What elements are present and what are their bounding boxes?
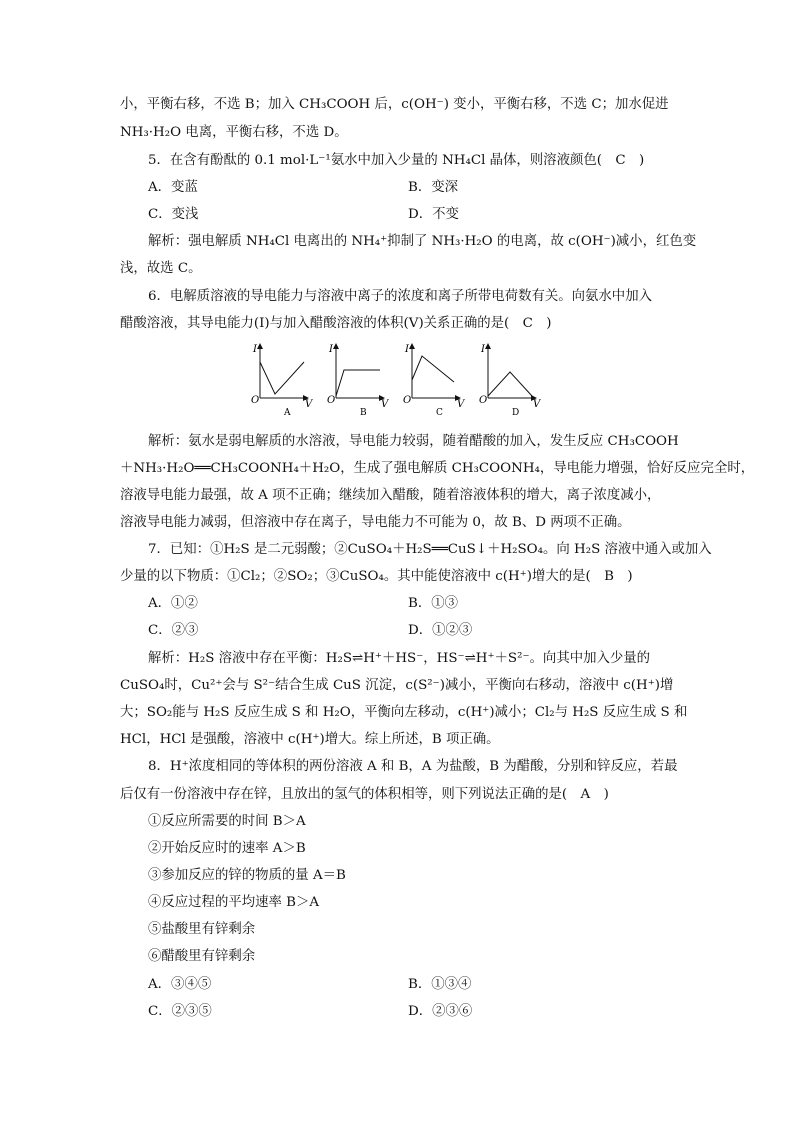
graph-c <box>403 344 466 416</box>
q8-item-1: ①反应所需要的时间 B＞A <box>148 814 306 829</box>
q8-item-2: ②开始反应时的速率 A＞B <box>148 841 306 856</box>
graph-c-x-label: V <box>457 399 465 410</box>
q7-analysis-line-2: CuSO₄时，Cu²⁺会与 S²⁻结合生成 CuS 沉淀，c(S²⁻)减小，平衡向右移动，溶液中 c(H⁺)增 <box>120 678 674 693</box>
q8-item-6: ⑥醋酸里有锌剩余 <box>148 949 256 964</box>
graph-b <box>327 344 390 416</box>
q8-item-5: ⑤盐酸里有锌剩余 <box>148 922 256 937</box>
graph-c-label: C <box>436 408 443 416</box>
q7-stem-line-1: 7．已知：①H₂S 是二元弱酸；②CuSO₄＋H₂S══CuS↓＋H₂SO₄。向 H₂S 溶液中通入或加入 <box>148 542 712 557</box>
graph-c-y-label: I <box>405 344 409 355</box>
graph-d-label: D <box>512 408 520 416</box>
q6-stem-line-2: 醋酸溶液，其导电能力(I)与加入醋酸溶液的体积(V)关系正确的是( C ) <box>120 316 552 331</box>
q5-stem: 5．在含有酚酞的 0.1 mol·L⁻¹氨水中加入少量的 NH₄Cl 晶体，则溶液颜色( C ) <box>148 153 645 168</box>
graph-b-y-label: I <box>329 344 333 355</box>
q4-analysis-line-1: 小，平衡右移，不选 B；加入 CH₃COOH 后，c(OH⁻) 变小，平衡右移，不选 C；加水促进 <box>120 97 669 112</box>
q8-option-a: A．③④⑤ <box>148 977 212 992</box>
q6-stem-line-1: 6．电解质溶液的导电能力与溶液中离子的浓度和离子所带电荷数有关。向氨水中加入 <box>148 289 652 304</box>
q5-analysis-line-2: 浅，故选 C。 <box>120 261 202 276</box>
graph-b-label: B <box>360 408 367 416</box>
q5-option-b: B．变深 <box>408 180 459 195</box>
q6-analysis-line-1: 解析：氨水是弱电解质的水溶液，导电能力较弱，随着醋酸的加入，发生反应 CH₃COOH <box>148 434 679 449</box>
q5-analysis-line-1: 解析：强电解质 NH₄Cl 电离出的 NH₄⁺抑制了 NH₃·H₂O 的电离，故 c(OH⁻)减小，红色变 <box>148 234 697 249</box>
q8-item-4: ④反应过程的平均速率 B＞A <box>148 895 320 910</box>
q6-analysis-line-4: 溶液导电能力减弱，但溶液中存在离子，导电能力不可能为 0，故 B、D 两项不正确。 <box>120 515 631 530</box>
q7-option-b: B．①③ <box>408 596 459 611</box>
graph-b-x-label: V <box>381 399 389 410</box>
q8-option-d: D．②③⑥ <box>408 1004 473 1019</box>
q6-analysis-line-3: 溶液导电能力最强，故 A 项不正确；继续加入醋酸，随着溶液体积的增大，离子浓度减小， <box>120 488 661 503</box>
q8-option-c: C．②③⑤ <box>148 1004 212 1019</box>
graph-a <box>251 344 314 416</box>
graph-a-label: A <box>284 408 291 416</box>
graph-d-origin: O <box>479 395 488 406</box>
graph-a-origin: O <box>251 395 260 406</box>
graph-d-x-label: V <box>533 399 541 410</box>
q7-option-c: C．②③ <box>148 623 199 638</box>
q7-stem-line-2: 少量的以下物质：①Cl₂；②SO₂；③CuSO₄。其中能使溶液中 c(H⁺)增大的是( B ) <box>120 569 633 584</box>
graph-b-origin: O <box>327 395 336 406</box>
q7-analysis-line-3: 大；SO₂能与 H₂S 反应生成 S 和 H₂O，平衡向左移动，c(H⁺)减小；Cl₂与 H₂S 反应生成 S 和 <box>120 705 688 720</box>
q6-graph-options <box>248 340 548 416</box>
graph-a-y-label: I <box>253 344 257 355</box>
graph-d <box>479 344 542 416</box>
q7-analysis-line-4: HCl，HCl 是强酸，溶液中 c(H⁺)增大。综上所述，B 项正确。 <box>120 732 500 747</box>
q7-analysis-line-1: 解析：H₂S 溶液中存在平衡：H₂S⇌H⁺＋HS⁻，HS⁻⇌H⁺＋S²⁻。向其中加入少量的 <box>148 651 651 666</box>
q5-option-d: D．不变 <box>408 207 459 222</box>
q8-option-b: B．①③④ <box>408 977 472 992</box>
q7-option-a: A．①② <box>148 596 198 611</box>
q5-option-c: C．变浅 <box>148 207 199 222</box>
q5-option-a: A．变蓝 <box>148 180 198 195</box>
q4-analysis-line-2: NH₃·H₂O 电离，平衡右移，不选 D。 <box>120 125 348 140</box>
q6-analysis-line-2: ＋NH₃·H₂O══CH₃COONH₄＋H₂O，生成了强电解质 CH₃COONH₄，导电能力增强，恰好反应完全时， <box>120 461 755 476</box>
q8-stem-line-1: 8．H⁺浓度相同的等体积的两份溶液 A 和 B，A 为盐酸，B 为醋酸，分别和锌反应，若最 <box>148 759 678 774</box>
q7-option-d: D．①②③ <box>408 623 473 638</box>
q8-item-3: ③参加反应的锌的物质的量 A＝B <box>148 868 346 883</box>
graph-c-origin: O <box>403 395 412 406</box>
graph-a-x-label: V <box>305 399 313 410</box>
q8-stem-line-2: 后仅有一份溶液中存在锌，且放出的氢气的体积相等，则下列说法正确的是( A ) <box>120 787 609 802</box>
graph-d-y-label: I <box>481 344 485 355</box>
